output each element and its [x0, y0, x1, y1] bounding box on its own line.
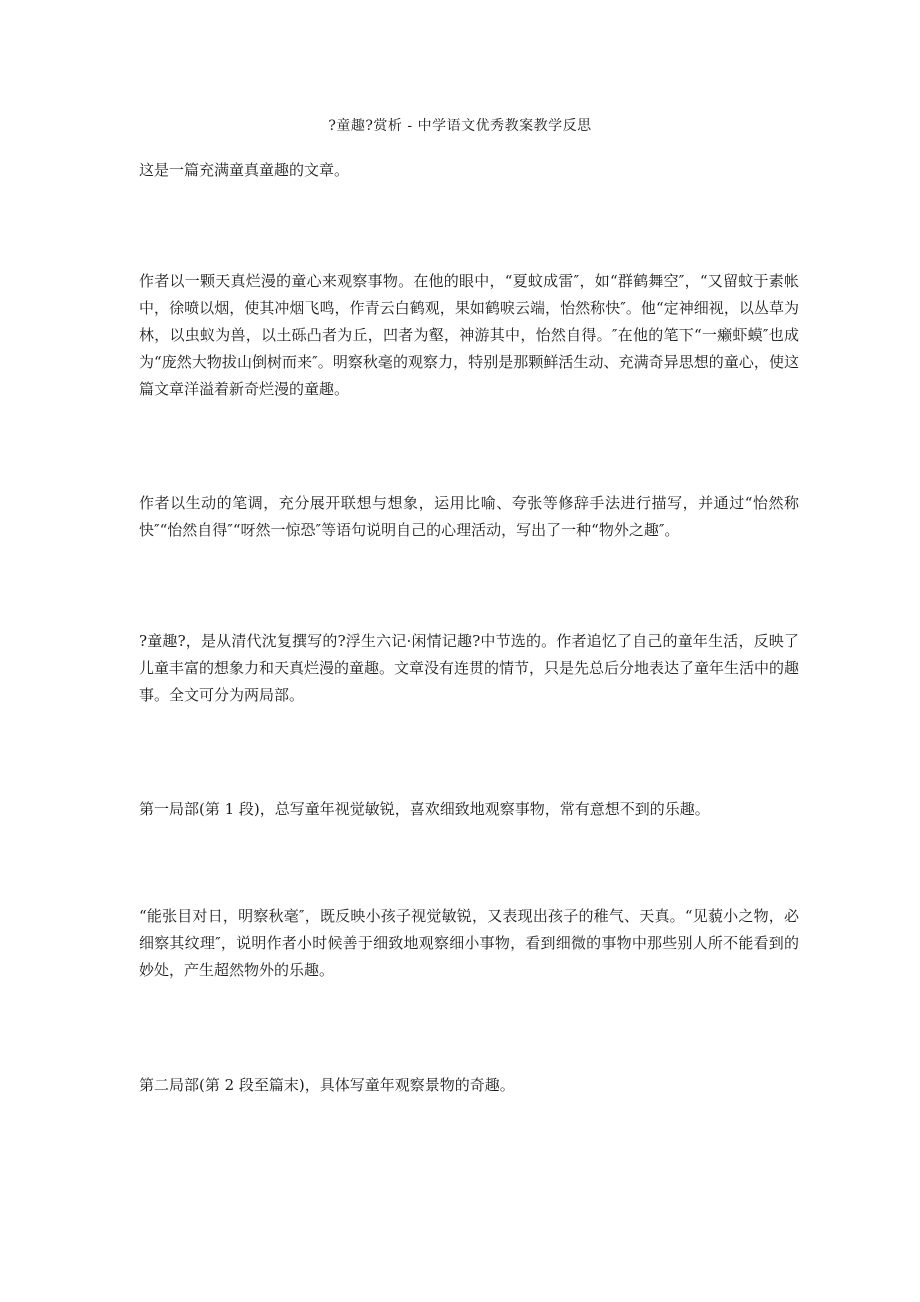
paragraph-writing-style: 作者以生动的笔调，充分展开联想与想象，运用比喻、夸张等修辞手法进行描写，并通过“怡然称快″“怡然自得″“呀然一惊恐″等语句说明自己的心理活动，写出了一种“物外之趣″。	[139, 494, 799, 539]
paragraph-part-two: 第二局部(第 2 段至篇末)，具体写童年观察景物的奇趣。	[139, 1076, 515, 1094]
paragraph-intro: 这是一篇充满童真童趣的文章。	[139, 161, 350, 179]
document-title: ?童趣?赏析 - 中学语文优秀教案教学反思	[328, 118, 592, 134]
paragraph-source: ?童趣?，是从清代沈复撰写的?浮生六记·闲情记趣?中节选的。作者追忆了自己的童年生活，反映了儿童丰富的想象力和天真烂漫的童趣。文章没有连贯的情节，只是先总后分地表达了童年生活中的趣事。全文可分为两局部。	[139, 632, 800, 704]
paragraph-part-one: 第一局部(第 1 段)，总写童年视觉敏锐，喜欢细致地观察事物，常有意想不到的乐趣。	[139, 800, 710, 818]
paragraph-childlike-view: 作者以一颗天真烂漫的童心来观察事物。在他的眼中，“夏蚊成雷″，如“群鹤舞空″，“又留蚊于素帐中，徐喷以烟，使其冲烟飞鸣，作青云白鹤观，果如鹤唳云端，怡然称快″。他“定神细视，以丛草为林，以虫蚁为兽，以土砾凸者为丘，凹者为壑，神游其中，怡然自得。″在他的笔下“一癞虾蟆″也成为“庞然大物拔山倒树而来″。明察秋毫的观察力，特别是那颗鲜活生动、充满奇异思想的童心，使这篇文章洋溢着新奇烂漫的童趣。	[139, 272, 799, 398]
paragraph-part-one-detail: “能张目对日，明察秋毫″，既反映小孩子视觉敏锐，又表现出孩子的稚气、天真。“见藐小之物，必细察其纹理″，说明作者小时候善于细致地观察细小事物，看到细微的事物中那些别人所不能看到的妙处，产生超然物外的乐趣。	[139, 907, 799, 979]
